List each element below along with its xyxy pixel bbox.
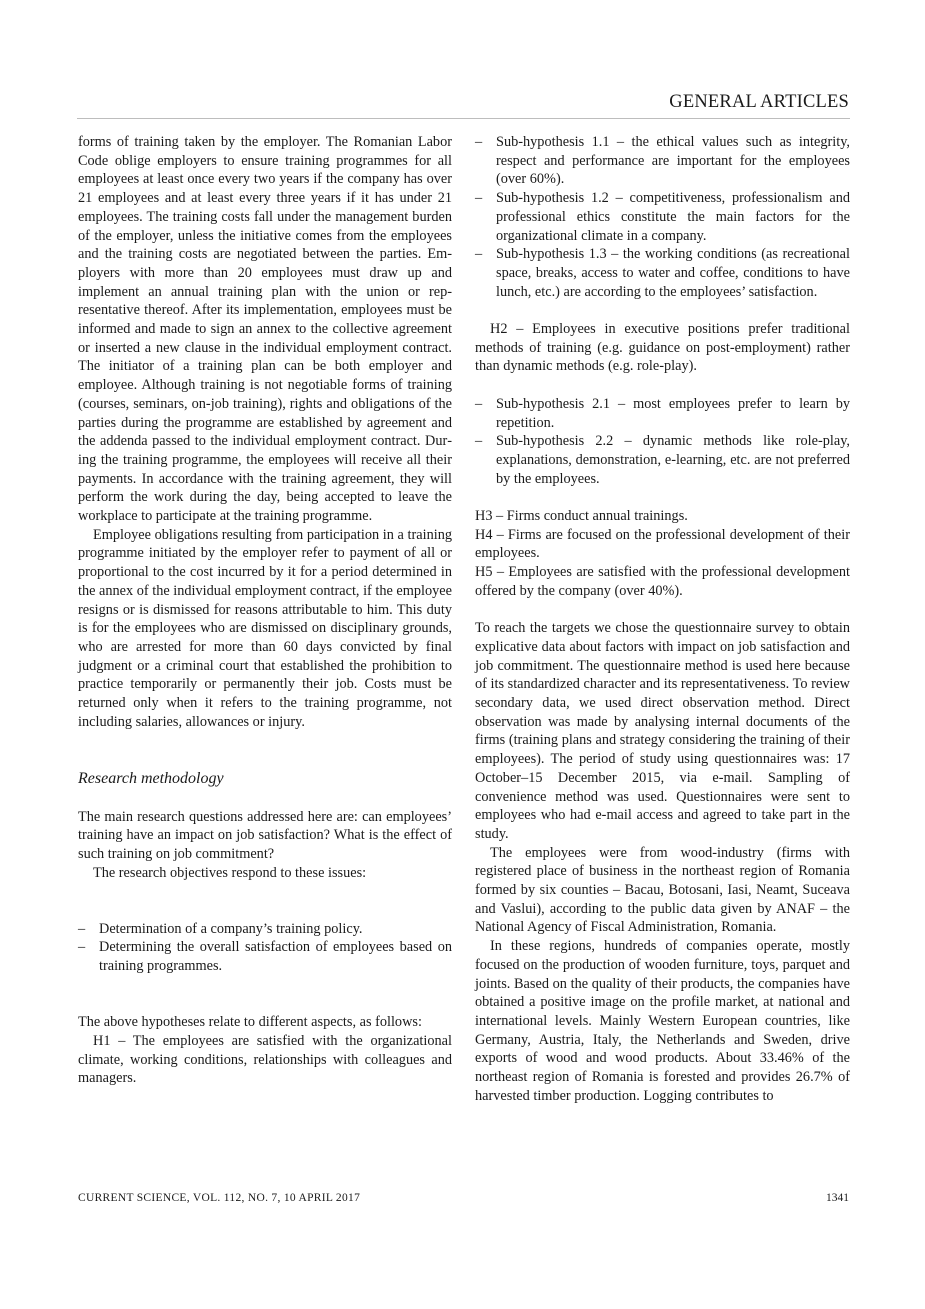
list-item <box>475 395 850 432</box>
right-column <box>475 133 850 1106</box>
paragraph-research-questions: The main research questions addressed here are: can employees’ training have an impact on job satisfaction? What is the effect of such training on job commitment? <box>78 808 452 862</box>
spacer <box>475 488 850 507</box>
spacer <box>475 376 850 395</box>
page-number: 1341 <box>826 1192 849 1204</box>
spacer <box>475 601 850 620</box>
list-item-text: Determination of a company’s training policy. <box>99 920 363 937</box>
journal-citation: CURRENT SCIENCE, VOL. 112, NO. 7, 10 APRIL 2017 <box>78 1192 361 1204</box>
paragraph-method: To reach the targets we chose the questionnaire survey to obtain explicative data about factors with impact on job satisfaction and job commitment. The questionnaire method is used here because of its standardized character and its representativeness. To review secondary data, we used direct observation method. Direct observation was made by analysing internal documents of the firms (training plans and strategy considering the training of their employees). The period of study using questionnaires was: 17 October–15 December 2015, via e-mail. Sampling of convenience method was used. Questionnaires were sent to employees who had e-mail access and agreed to take part in the study. <box>475 620 850 842</box>
section-header: GENERAL ARTICLES <box>669 92 849 112</box>
paragraph-regions: In these regions, hundreds of companies operate, mostly focused on the production of wooden furniture, toys, parquet and joints. Based on the quality of their products, the companies have obtained a positive image on the profile market, at national and international levels. Mainly Western European countries, like Germany, Austria, Italy, the Netherlands and Sweden, drive exports of wood and wood products. About 33.46% of the northeast region of Romania is forested and provides 26.7% of harvested timber production. Logging contributes to <box>475 938 850 1104</box>
objectives-list <box>78 920 452 976</box>
list-item <box>475 432 850 488</box>
list-item-text: Sub-hypothesis 2.2 – dynamic methods like role-play, explanations, demonstration, e-learning, etc. are not preferred by the employees. <box>496 433 850 487</box>
dash-bullet: – <box>475 134 483 150</box>
spacer <box>78 882 452 919</box>
left-column <box>78 133 452 1088</box>
spacer <box>78 789 452 808</box>
paragraph-employee-obligations: Employee obligations resulting from participation in a training programme initiated by the employer refer to payment of all or proportional to the cost incurred by it for a period determined in the annex of the individual employment contract, if the employee resigns or is dismissed for reasons attributable to him. This duty is for the employees who are dismissed on disciplinary grounds, who are arrested for more than 60 days convicted by final judgment or a criminal court that established the prohibition to practice temporarily or permanently their job. Costs must be returned only when it refers to the training programme, not including salaries, allowances or injury. <box>78 526 452 730</box>
hypothesis-h5: H5 – Employees are satisfied with the professional development offered by the company (over 40%). <box>475 564 850 599</box>
list-item <box>475 245 850 301</box>
list-item <box>78 920 452 939</box>
section-heading: Research methodology <box>78 769 224 787</box>
dash-bullet: – <box>475 395 483 412</box>
dash-bullet: – <box>78 920 86 937</box>
list-item <box>475 189 850 245</box>
list-item-text: Sub-hypothesis 1.1 – the ethical values such as integrity, respect and performance are important for the employees (over 60%). <box>496 134 850 188</box>
h2-subhypotheses-list <box>475 395 850 489</box>
header-rule <box>77 118 850 119</box>
spacer <box>78 976 452 1013</box>
list-item-text: Sub-hypothesis 1.2 – competitiveness, professionalism and professional ethics constitute the main factors for the organizational climate in a company. <box>496 190 850 244</box>
hypothesis-h1: H1 – The employees are satisfied with the organizational climate, working conditions, relationships with colleagues and managers. <box>78 1032 452 1087</box>
dash-bullet: – <box>475 433 483 450</box>
list-item <box>475 133 850 189</box>
paragraph-employees: The employees were from wood-industry (firms with registered place of business in the northeast region of Romania formed by six counties – Bacau, Botosani, Iasi, Neamt, Suceava and Vaslui), according to the public data given by ANAF – the National Agency of Fiscal Administration, Romania. <box>475 844 850 936</box>
spacer <box>78 732 452 769</box>
paragraph-research-objectives: The research objectives respond to these issues: <box>93 864 367 881</box>
hypothesis-h4: H4 – Firms are focused on the professional development of their employees. <box>475 526 850 562</box>
list-item-text: Determining the overall satisfaction of employees based on training programmes. <box>99 939 452 975</box>
hypothesis-h3: H3 – Firms conduct annual trainings. <box>475 508 688 525</box>
paragraph-hypotheses-intro: The above hypotheses relate to different aspects, as follows: <box>78 1014 422 1031</box>
paragraph-training-obligations: forms of training taken by the employer. The Romanian Labor Code oblige employers to ensure training programmes for all employees at least once every two years if the company has over 21 employees and at least every three years if it has under 21 employees. The training costs fall under the management burden of the employer, unless the initiative comes from the employees and the training costs are negotiated between the parties. Employers with more than 20 employees must draw up and implement an annual training plan with the union or representative thereof. After its implementation, employees must be informed and made to sign an annex to the collective agreement or inserted a new clause in the individual employment contract. The initiator of a training plan can be both employer and employee. Although training is not negotiable forms of training (courses, seminars, on-job training), rights and obligations of the parties during the programme are established by agreement and the addenda passed to the individual employment contract. During the training programme, the employees will receive all their payments. In accordance with the training agreement, they will perform the work during the day, being accepted to leave the workplace to participate at the training programme. <box>78 134 452 525</box>
list-item-text: Sub-hypothesis 2.1 – most employees prefer to learn by repetition. <box>496 395 850 431</box>
list-item <box>78 938 452 975</box>
spacer <box>475 301 850 320</box>
dash-bullet: – <box>475 246 483 263</box>
h1-subhypotheses-list <box>475 133 850 301</box>
hypothesis-h2: H2 – Employees in executive positions prefer traditional methods of training (e.g. guidance on post-employment) rather than dynamic methods (e.g. role-play). <box>475 321 850 375</box>
list-item-text: Sub-hypothesis 1.3 – the working conditions (as recreational space, breaks, access to water and coffee, conditions to have lunch, etc.) are according to the employees’ satisfaction. <box>496 246 850 300</box>
dash-bullet: – <box>475 190 483 207</box>
dash-bullet: – <box>78 939 86 956</box>
